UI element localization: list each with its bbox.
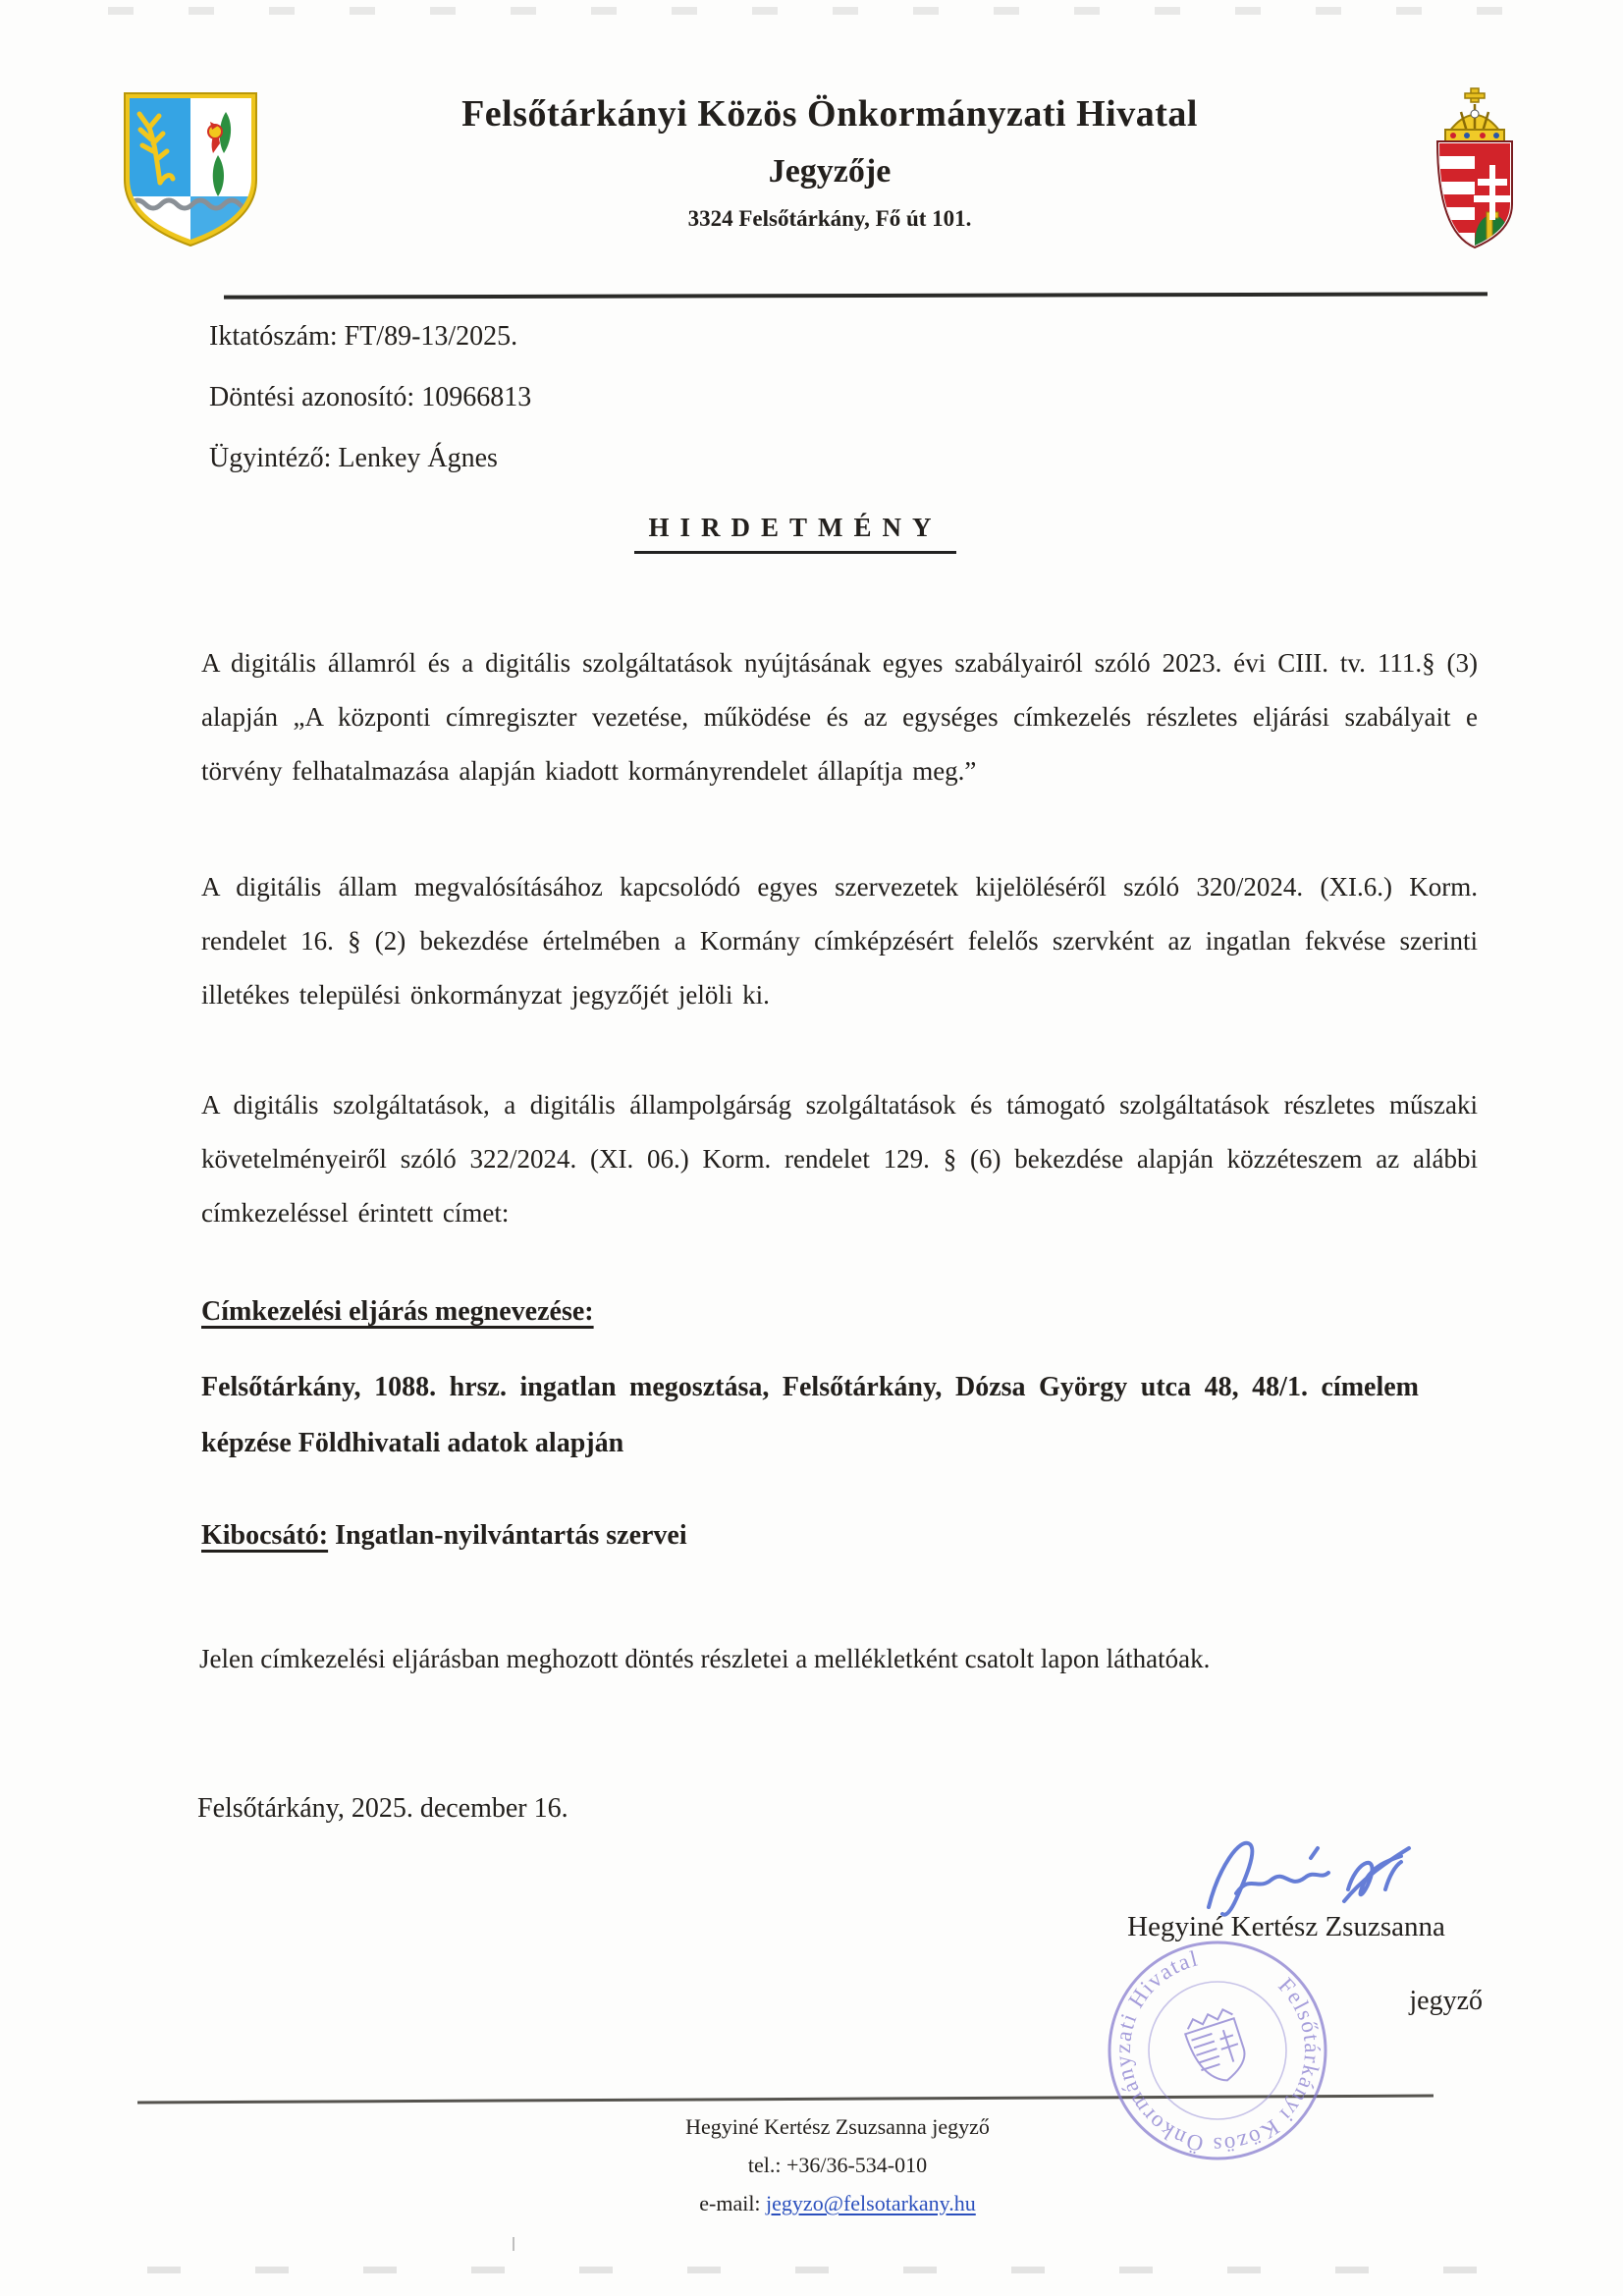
issuer-line xyxy=(201,1520,687,1552)
svg-text:Felsőtárkányi Közös Önkormányz: Felsőtárkányi Közös Önkormányzati Hivatal xyxy=(1109,1945,1325,2159)
document-title: HIRDETMÉNY xyxy=(147,513,1443,543)
procedure-label: Címkezelési eljárás megnevezése: xyxy=(201,1296,594,1327)
paragraph-legal-basis-2: A digitális állam megvalósításához kapcsolódó egyes szervezetek kijelöléséről szóló 320/2024. (XI.6.) Korm. rendelet 16. § (2) bekezdése értelmében a Kormány címképzésért felelős szervként az ingatlan fekvése szerinti illetékes települési önkormányzat jegyzőjét jelöli ki. xyxy=(201,872,1478,1010)
footer-email-label: e-mail: xyxy=(699,2191,761,2215)
scan-artifact-tick xyxy=(513,2237,514,2251)
case-officer: Ügyintéző: Lenkey Ágnes xyxy=(209,443,498,473)
issuer-label: Kibocsátó: xyxy=(201,1520,329,1551)
document-meta xyxy=(209,306,531,489)
office-address: 3324 Felsőtárkány, Fő út 101. xyxy=(687,206,972,231)
procedure-value: Felsőtárkány, 1088. hrsz. ingatlan megosztása, Felsőtárkány, Dózsa György utca 48, 48/1. címelem képzése Földhivatali adatok alapján xyxy=(201,1372,1419,1458)
header-divider xyxy=(224,292,1488,299)
footer-email-link[interactable]: jegyzo@felsotarkany.hu xyxy=(766,2191,976,2215)
footer-email-line xyxy=(209,2184,1466,2222)
paragraph-legal-basis-1: A digitális államról és a digitális szolgáltatások nyújtásának egyes szabályairól szóló 2023. évi CIII. tv. 111.§ (3) alapján „A központi címregiszter vezetése, működése és az egységes címkezelés részletes eljárási szabályait e törvény felhatalmazása alapján kiadott kormányrendelet állapítja meg.” xyxy=(201,648,1478,786)
signer-role: jegyző xyxy=(1409,1986,1483,2016)
registry-number: Iktatószám: FT/89-13/2025. xyxy=(209,321,518,352)
holy-crown-icon xyxy=(1445,88,1504,141)
signer-name: Hegyiné Kertész Zsuzsanna xyxy=(1127,1911,1445,1942)
footer-phone: tel.: +36/36-534-010 xyxy=(747,2153,928,2177)
attachment-note: Jelen címkezelési eljárásban meghozott döntés részletei a mellékletként csatolt lapon láthatóak. xyxy=(199,1644,1211,1673)
date-line: Felsőtárkány, 2025. december 16. xyxy=(197,1793,568,1824)
footer-name: Hegyiné Kertész Zsuzsanna jegyző xyxy=(685,2114,990,2139)
paragraph-legal-basis-3: A digitális szolgáltatások, a digitális állampolgárság szolgáltatások és támogató szolgáltatások részletes műszaki követelményeiről szóló 322/2024. (XI. 06.) Korm. rendelet 129. § (6) bekezdése alapján közzéteszem az alábbi címkezeléssel érintett címet: xyxy=(201,1090,1478,1228)
decision-id: Döntési azonosító: 10966813 xyxy=(209,382,532,412)
office-name: Felsőtárkányi Közös Önkormányzati Hivatal xyxy=(461,93,1198,135)
letterhead xyxy=(216,92,1443,232)
scan-artifact-top xyxy=(108,7,1512,15)
issuer-value: Ingatlan-nyilvántartás szervei xyxy=(335,1520,687,1551)
scan-artifact-bottom xyxy=(147,2267,1522,2273)
handwritten-signature xyxy=(1193,1819,1429,1929)
official-stamp xyxy=(1098,1931,1337,2170)
office-role: Jegyzője xyxy=(768,153,892,190)
